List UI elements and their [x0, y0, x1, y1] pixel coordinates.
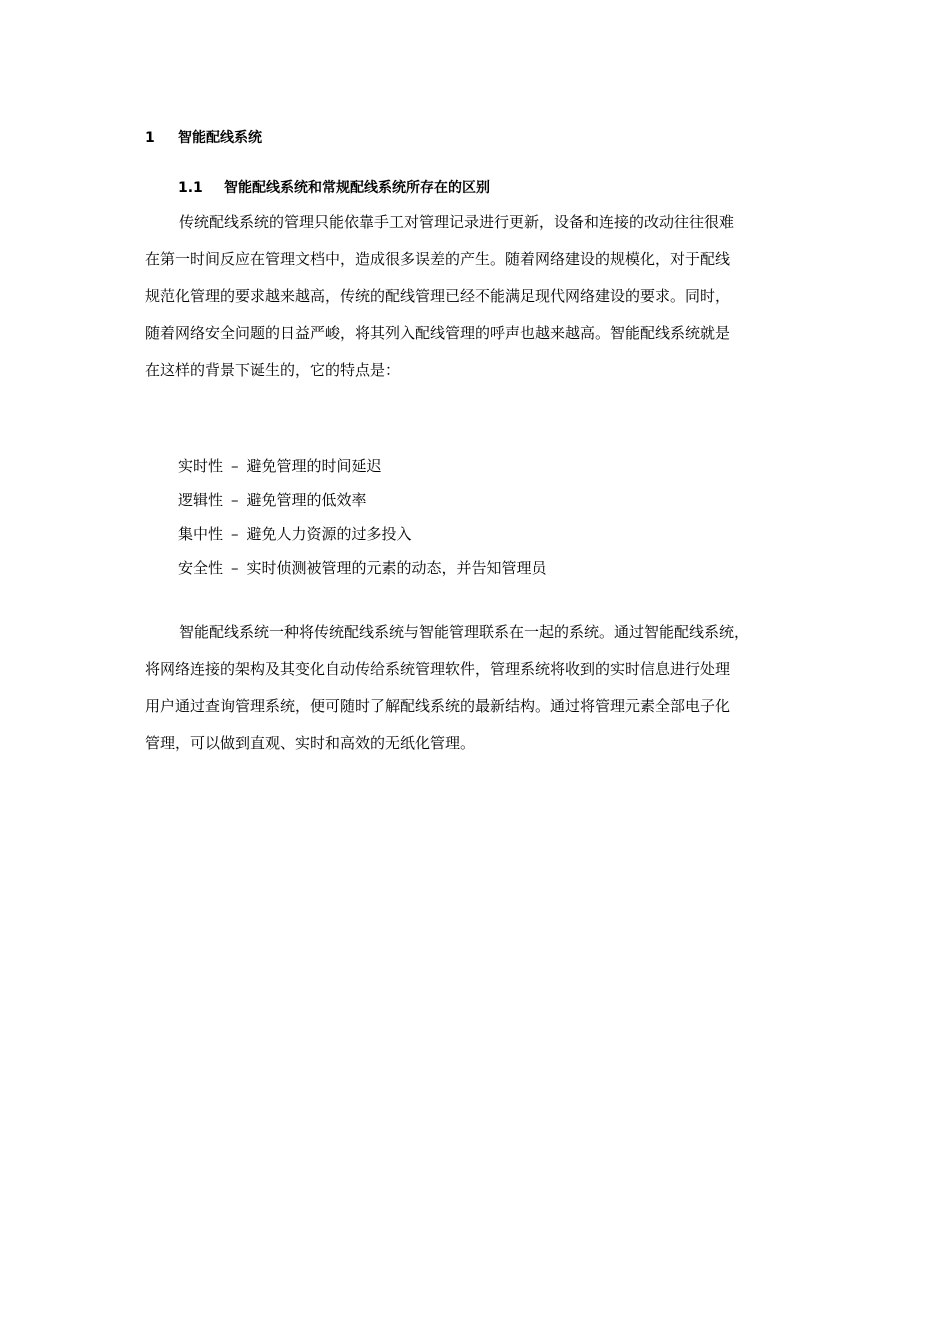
feature-term: 安全性 — [178, 559, 224, 577]
intro-paragraph — [145, 204, 805, 389]
paragraph-line: 传统配线系统的管理只能依靠手工对管理记录进行更新，设备和连接的改动往往很难 — [179, 213, 735, 231]
feature-separator: – — [231, 457, 239, 475]
paragraph-line: 智能配线系统一种将传统配线系统与智能管理联系在一起的系统。通过智能配线系统， — [179, 623, 750, 641]
feature-desc: 避免管理的时间延迟 — [246, 457, 382, 475]
section-heading — [145, 127, 262, 147]
section-title: 智能配线系统 — [178, 130, 262, 146]
feature-item — [178, 551, 547, 585]
paragraph-line: 随着网络安全问题的日益严峻，将其列入配线管理的呼声也越来越高。智能配线系统就是 — [145, 324, 731, 342]
section-number: 1 — [145, 130, 155, 146]
feature-desc: 避免管理的低效率 — [246, 491, 367, 509]
feature-term: 逻辑性 — [178, 491, 224, 509]
paragraph-line: 将网络连接的架构及其变化自动传给系统管理软件，管理系统将收到的实时信息进行处理 — [145, 660, 731, 678]
feature-item — [178, 483, 547, 517]
feature-desc: 避免人力资源的过多投入 — [246, 525, 412, 543]
paragraph-line: 管理，可以做到直观、实时和高效的无纸化管理。 — [145, 734, 476, 752]
feature-separator: – — [231, 491, 239, 509]
subsection-heading — [178, 177, 490, 197]
feature-list — [178, 449, 547, 585]
feature-separator: – — [231, 559, 239, 577]
feature-separator: – — [231, 525, 239, 543]
paragraph-line: 用户通过查询管理系统，便可随时了解配线系统的最新结构。通过将管理元素全部电子化 — [145, 697, 731, 715]
feature-item — [178, 517, 547, 551]
feature-term: 实时性 — [178, 457, 224, 475]
feature-term: 集中性 — [178, 525, 224, 543]
summary-paragraph — [145, 614, 805, 762]
subsection-number: 1.1 — [178, 180, 203, 196]
feature-item — [178, 449, 547, 483]
paragraph-line: 在第一时间反应在管理文档中，造成很多误差的产生。随着网络建设的规模化，对于配线 — [145, 250, 731, 268]
paragraph-line: 规范化管理的要求越来越高，传统的配线管理已经不能满足现代网络建设的要求。同时， — [145, 287, 731, 305]
feature-desc: 实时侦测被管理的元素的动态，并告知管理员 — [246, 559, 547, 577]
paragraph-line: 在这样的背景下诞生的，它的特点是： — [145, 361, 401, 379]
subsection-title: 智能配线系统和常规配线系统所存在的区别 — [224, 180, 490, 196]
